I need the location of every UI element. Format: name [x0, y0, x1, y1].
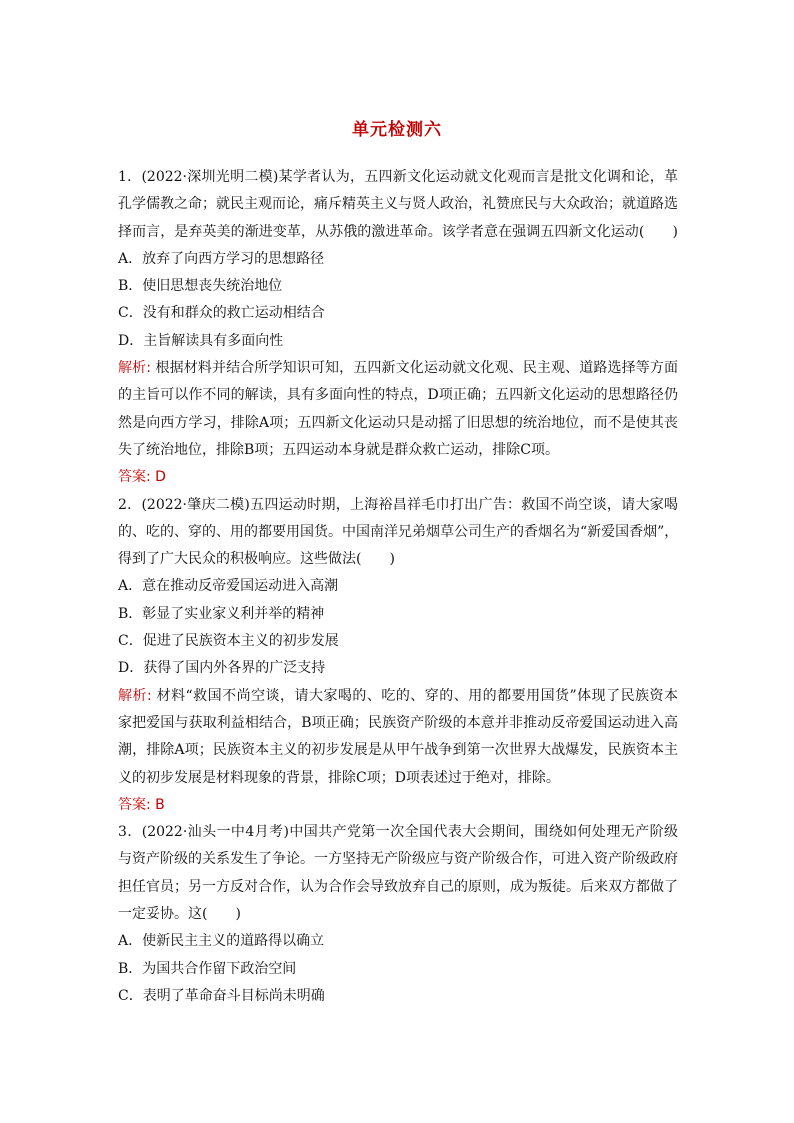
analysis-text: 材料“救国不尚空谈，请大家喝的、吃的、穿的、用的都要用国货”体现了民族资本: [151, 687, 678, 704]
question-stem-line: 孔学儒教之命；就民主观而论，痛斥精英主义与贤人政治，礼赞庶民与大众政治；就道路选: [118, 196, 678, 213]
answer-value: B: [150, 796, 165, 813]
question-stem-line: 3．(2022·汕头一中4月考)中国共产党第一次全国代表大会期间，围绕如何处理无产阶级: [118, 824, 678, 841]
analysis-label: 解析:: [118, 687, 152, 704]
analysis-line: 失了统治地位，排除B项；五四运动本身就是群众救亡运动，排除C项。: [118, 441, 559, 458]
analysis-line: 的主旨可以作不同的解读，具有多面向性的特点，D项正确；五四新文化运动的思想路径仍: [118, 387, 678, 404]
analysis-line: [118, 355, 678, 382]
analysis-label: 解析:: [118, 360, 151, 377]
option-c: C．没有和群众的救亡运动相结合: [118, 305, 325, 322]
question-stem-line: 得到了广大民众的积极响应。这些做法( ): [118, 551, 395, 568]
question-stem-line: 担任官员；另一方反对合作，认为合作会导致放弃自己的原则，成为叛徒。后来双方都做了: [118, 878, 678, 895]
question-stem-line: 1．(2022·深圳光明二模)某学者认为，五四新文化运动就文化观而言是批文化调和论，革: [118, 169, 678, 185]
option-b: B．彰显了实业家义利并举的精神: [118, 605, 325, 622]
answer-line: [118, 464, 678, 491]
analysis-line: 然是向西方学习，排除A项；五四新文化运动只是动摇了旧思想的统治地位，而不是使其丧: [118, 414, 678, 431]
analysis-line: 义的初步发展是材料现象的背景，排除C项；D项表述过于绝对，排除。: [118, 769, 560, 786]
question-2: [118, 492, 678, 820]
option-a: A．意在推动反帝爱国运动进入高潮: [118, 578, 339, 595]
option-d: D．获得了国内外各界的广泛支持: [118, 660, 326, 677]
option-b: B．为国共合作留下政治空间: [118, 960, 297, 977]
analysis-line: 家把爱国与获取利益相结合，B项正确；民族资产阶级的本意并非推动反帝爱国运动进入高: [118, 714, 678, 731]
analysis-line: 潮，排除A项；民族资本主义的初步发展是从甲午战争到第一次世界大战爆发，民族资本主: [118, 742, 678, 759]
analysis-line: [118, 683, 678, 710]
question-stem-line: 择而言，是弃英美的渐进变革，从苏俄的激进革命。该学者意在强调五四新文化运动( ): [118, 223, 678, 240]
question-1: [118, 164, 678, 492]
answer-value: D: [150, 469, 166, 486]
option-c: C．促进了民族资本主义的初步发展: [118, 633, 339, 650]
document-body: [118, 164, 678, 1010]
question-3: [118, 819, 678, 1010]
question-stem-line: 2．(2022·肇庆二模)五四运动时期，上海裕昌祥毛巾打出广告：救国不尚空谈，请大家喝: [118, 496, 678, 513]
page-title: 单元检测六: [352, 120, 442, 140]
answer-line: [118, 792, 678, 819]
question-stem-line: 一定妥协。这( ): [118, 906, 241, 923]
option-a: A．使新民主主义的道路得以确立: [118, 933, 325, 950]
answer-label: 答案:: [118, 796, 151, 813]
question-stem-line: 与资产阶级的关系发生了争论。一方坚持无产阶级应与资产阶级合作，可进入资产阶级政府: [118, 851, 678, 868]
option-c: C．表明了革命奋斗目标尚未明确: [118, 987, 325, 1004]
option-a: A．放弃了向西方学习的思想路径: [118, 250, 325, 267]
analysis-text: 根据材料并结合所学知识可知，五四新文化运动就文化观、民主观、道路选择等方面: [150, 360, 678, 377]
option-d: D．主旨解读具有多面向性: [118, 332, 284, 349]
option-b: B．使旧思想丧失统治地位: [118, 278, 283, 295]
answer-label: 答案:: [118, 469, 151, 486]
question-stem-line: 的、吃的、穿的、用的都要用国货。中国南洋兄弟烟草公司生产的香烟名为“新爱国香烟”，: [118, 523, 678, 540]
